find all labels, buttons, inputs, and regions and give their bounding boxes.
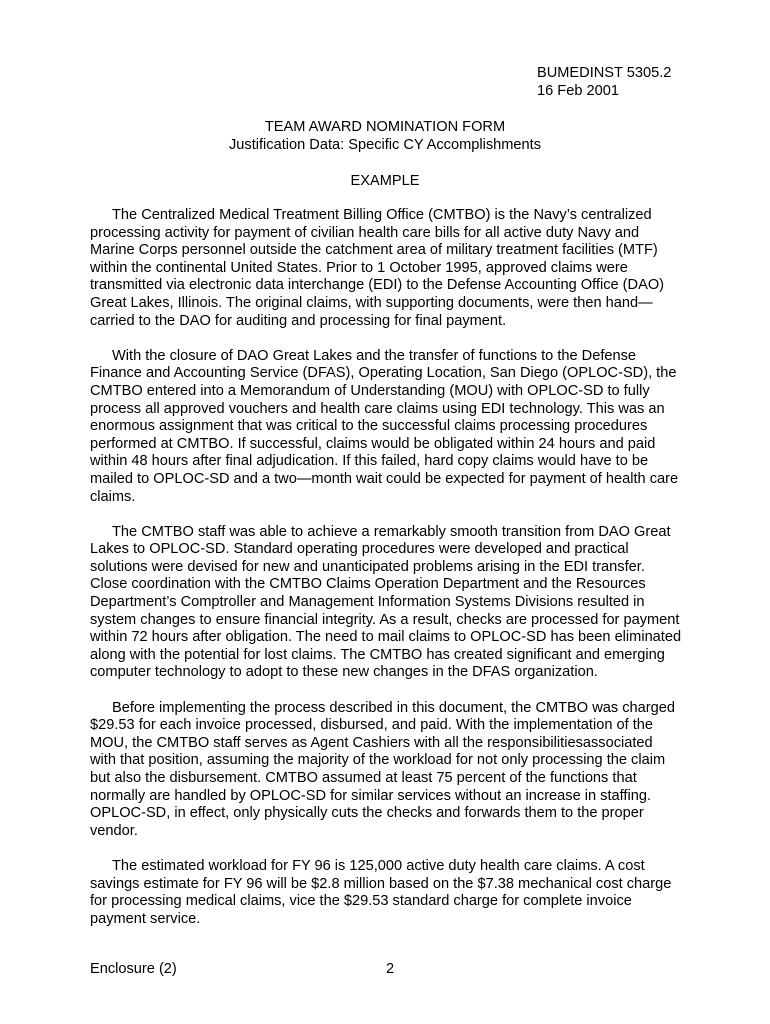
justification-body — [90, 207, 682, 946]
document-reference — [537, 64, 671, 100]
form-title: TEAM AWARD NOMINATION FORM — [264, 119, 506, 135]
paragraph-5: The estimated workload for FY 96 is 125,000 active duty health care claims. A cost savings estimate for FY 96 will be $2.8 million based on the $7.38 mechanical cost charge for processing medical claims, vice the $29.53 standard charge for complete invoice payment service. — [90, 857, 672, 927]
enclosure-label: Enclosure (2) — [90, 961, 177, 977]
example-label: EXAMPLE — [350, 173, 420, 189]
paragraph-3: The CMTBO staff was able to achieve a remarkably smooth transition from DAO Great Lakes to OPLOC-SD. Standard operating procedures were developed and practical solutions were devised for new and unanticipated problems arising in the EDI transfer. Close coordination with the CMTBO Claims Operation Department and the Resources Department’s Comptroller and Management Information Systems Divisions resulted in system changes to ensure financial integrity. As a result, checks are processed for payment within 72 hours after obligation. The need to mail claims to OPLOC-SD has been eliminated along with the potential for lost claims. The CMTBO has created significant and emerging computer technology to adopt to these new changes in the DFAS organization. — [90, 523, 682, 681]
document-number: BUMEDINST 5305.2 — [537, 65, 672, 81]
form-title-block — [90, 118, 680, 154]
paragraph-1: The Centralized Medical Treatment Billing Office (CMTBO) is the Navy’s centralized processing activity for payment of civilian health care bills for all active duty Navy and Marine Corps personnel outside the catchment area of military treatment facilities (MTF) within the continental United States. Prior to 1 October 1995, approved claims were transmitted via electronic data interchange (EDI) to the Defense Accounting Office (DAO) Great Lakes, Illinois. The original claims, with supporting documents, were then hand—carried to the DAO for auditing and processing for final payment. — [90, 207, 665, 329]
page-number: 2 — [386, 961, 395, 977]
paragraph-4: Before implementing the process described in this document, the CMTBO was charged $29.53 for each invoice processed, disbursed, and paid. With the implementation of the MOU, the CMTBO staff serves as Agent Cashiers with all the responsibilitiesassociated with that position, assuming the majority of the workload for not only processing the claim but also the disbursement. CMTBO assumed at least 75 percent of the functions that normally are handled by OPLOC-SD for similar services without an increase in staffing. OPLOC-SD, in effect, only physically cuts the checks and forwards them to the proper vendor. — [90, 699, 675, 839]
document-date: 16 Feb 2001 — [537, 83, 619, 99]
form-subtitle: Justification Data: Specific CY Accomplishments — [228, 137, 541, 153]
paragraph-2: With the closure of DAO Great Lakes and the transfer of functions to the Defense Finance and Accounting Service (DFAS), Operating Location, San Diego (OPLOC-SD), the CMTBO entered into a Memorandum of Understanding (MOU) with OPLOC-SD to fully process all approved vouchers and health care claims using EDI technology. This was an enormous assignment that was critical to the successful claims processing procedures performed at CMTBO. If successful, claims would be obligated within 24 hours and paid within 48 hours after final adjudication. If this failed, hard copy claims would have to be mailed to OPLOC-SD and a two—month wait could be expected for payment of health care claims. — [90, 347, 679, 505]
